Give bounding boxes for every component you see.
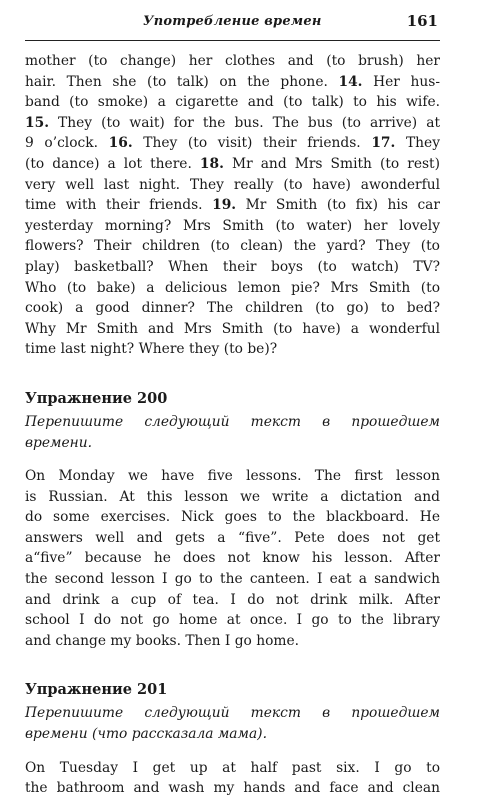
exercise-201-instruction [25, 703, 440, 744]
instruction-line: Перепишите следующий текст в прошедшем [25, 705, 440, 722]
text-line: do some exercises. Nick goes to the blackboard. He [25, 509, 440, 526]
text-line: cook) a good dinner? The children (to go) to bed? [25, 300, 440, 317]
text-line: school I do not go home at once. I go to the library [25, 612, 440, 629]
text-line: 15. They (to wait) for the bus. The bus (to arrive) at [25, 114, 440, 131]
text-line: answers well and gets a “five”. Pete does not get [25, 529, 440, 546]
running-title: Употребление времен [143, 14, 322, 29]
text-line: the bathroom and wash my hands and face and clean [25, 780, 440, 797]
instruction-line: времени. [25, 434, 92, 451]
text-line: time last night? Where they (to be)? [25, 341, 278, 358]
exercise-200-title: Упражнение 200 [25, 389, 168, 407]
exercise-201-text [25, 758, 440, 799]
item-number: 15. [25, 114, 50, 131]
text-line: Who (to bake) a delicious lemon pie? Mrs Smith (to [25, 279, 440, 296]
text-line: (to dance) a lot there. 18. Mr and Mrs Smith (to rest) [25, 155, 440, 172]
item-number: 18. [199, 155, 224, 172]
text-line: and drink a cup of tea. I do not drink milk. After [25, 591, 440, 608]
instruction-line: Перепишите следующий текст в прошедшем [25, 413, 440, 430]
text-line: a“five” because he does not know his lesson. After [25, 550, 440, 567]
text-line: 9 o’clock. 16. They (to visit) their friends. 17. They [25, 135, 440, 152]
text-line: time with their friends. 19. Mr Smith (to fix) his car [25, 197, 440, 214]
instruction-line: времени (что рассказала мама). [25, 726, 267, 743]
text-line: and change my books. Then I go home. [25, 632, 300, 649]
page-number: 161 [406, 12, 438, 30]
continued-exercise-text [25, 51, 440, 360]
text-line: On Monday we have five lessons. The first lesson [25, 468, 440, 485]
exercise-200-instruction [25, 412, 440, 453]
item-number: 16. [108, 135, 133, 152]
text-line: band (to smoke) a cigarette and (to talk) to his wife. [25, 94, 440, 111]
exercise-201-title: Упражнение 201 [25, 681, 168, 699]
item-number: 17. [371, 135, 396, 152]
running-head [25, 0, 440, 41]
text-line: flowers? Their children (to clean) the yard? They (to [25, 238, 440, 255]
text-line: On Tuesday I get up at half past six. I go to [25, 759, 440, 776]
text-line: the second lesson I go to the canteen. I eat a sandwich [25, 571, 440, 588]
text-line: hair. Then she (to talk) on the phone. 14. Her hus- [25, 73, 440, 90]
item-number: 14. [338, 73, 363, 90]
text-line: Why Mr Smith and Mrs Smith (to have) a wonderful [25, 320, 440, 337]
text-line: very well last night. They really (to have) awonderful [25, 176, 440, 193]
exercise-200-text [25, 466, 440, 651]
text-line: is Russian. At this lesson we write a dictation and [25, 488, 440, 505]
text-line: play) basketball? When their boys (to watch) TV? [25, 258, 440, 275]
text-line: yesterday morning? Mrs Smith (to water) her lovely [25, 217, 440, 234]
text-line: mother (to change) her clothes and (to brush) her [25, 53, 440, 69]
item-number: 19. [212, 197, 237, 214]
